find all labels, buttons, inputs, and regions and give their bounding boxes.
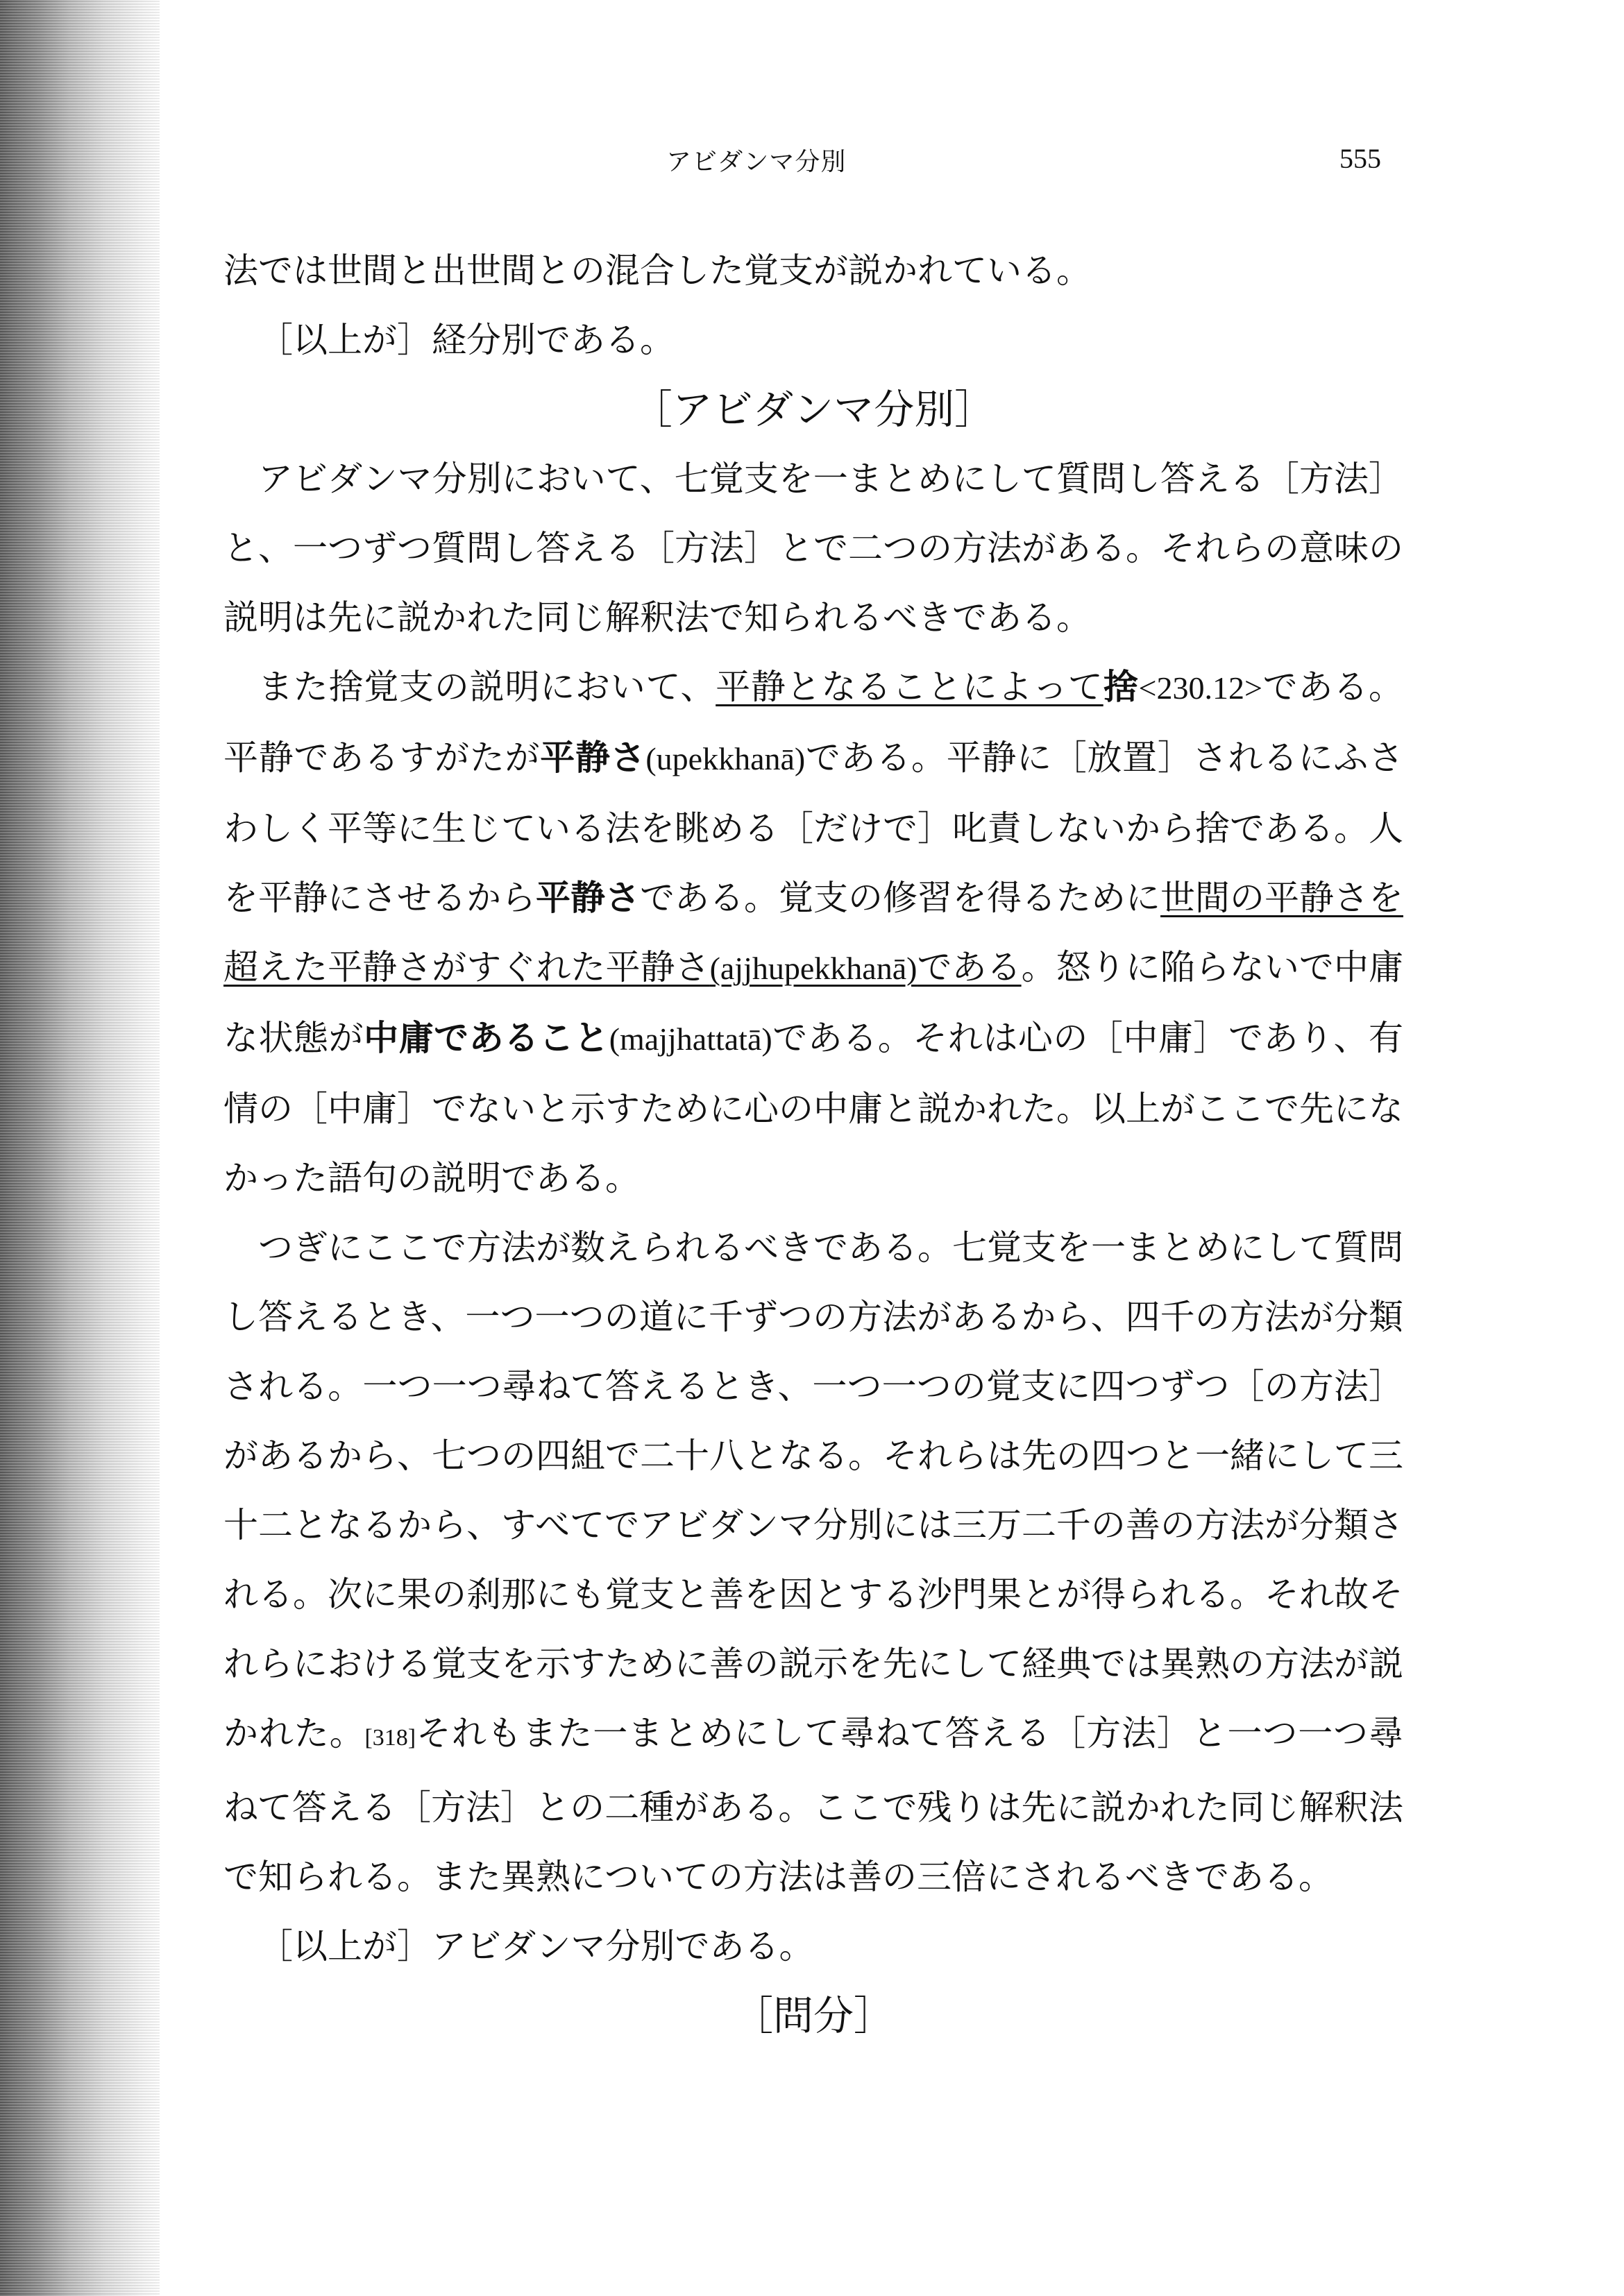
p2-pali-term: (ajjhupekkhanā) [709, 951, 917, 986]
p3-text: それもまた一まとめにして尋ねて答える［方法］と一つ一つ尋ねて答える［方法］との二種がある。ここで残りは先に説かれた同じ解釈法で知られる。また異熟についての方法は善の三倍にされるべきである。 [223, 1713, 1404, 1897]
paragraph-3 [223, 1213, 1403, 1912]
section-heading-abhidhamma: ［アビダンマ分別］ [632, 386, 995, 433]
p2-text: 。怒りに陥らないで中庸な状態が [223, 947, 1404, 1058]
p2-text: また捨覚支の説明において、 [258, 667, 716, 707]
p2-pali-term: (majjhattatā) [609, 1021, 772, 1057]
p3-text: つぎにここで方法が数えられるべきである。七覚支を一まとめにして質問し答えるとき、一つ一つの道に千ずつの方法があるから、四千の方法が分類される。一つ一つ尋ねて答えるとき、一つ一つの覚支に四つずつ［の方法］があるから、七つの四組で二十八となる。それらは先の四つと一緒にして三十二となるから、すべてでアビダンマ分別には三万二千の善の方法が分類される。次に果の刹那にも覚支と善を因とする沙門果とが得られる。それ故それらにおける覚支を示すために善の説示を先にして経典では異熟の方法が説かれた。 [223, 1227, 1403, 1753]
abhidhamma-division-end: ［以上が］アビダンマ分別である。 [258, 1926, 814, 1966]
p2-text: である。それは心の［中庸］であり、有情の［中庸］でないと示すために心の中庸と説かれた。以上がここで先になかった語句の説明である。 [223, 1018, 1404, 1198]
p2-term-chuyo: 中庸であること [364, 1018, 609, 1058]
p2-text: である。平静に［放置］されるにふさわしく平等に生じている法を眺める［だけで］叱責しないから捨である。人を平静にさせるから [223, 738, 1404, 918]
body-text [223, 236, 1403, 2050]
sutta-division-end: ［以上が］経分別である。 [258, 320, 675, 360]
p2-term-sha: 捨 [1103, 667, 1139, 707]
p2-term-heiseisa: 平静さ [536, 878, 640, 918]
section-heading-questions: ［問分］ [732, 1992, 894, 2039]
p2-term-heiseisa: 平静さ [540, 738, 646, 778]
p2-text: である。平静であるすがたが [223, 667, 1404, 778]
paragraph-2 [223, 652, 1403, 1213]
p2-underlined-phrase: 平静となることによって [716, 667, 1103, 707]
p2-underlined-phrase: 世間の平静さを超えた平静さがすぐれた平静さ [223, 878, 1403, 987]
scan-binding-shadow [0, 0, 160, 2296]
p2-pali-term: (upekkhanā) [645, 741, 806, 776]
page-number: 555 [1339, 143, 1381, 174]
paragraph-1: アビダンマ分別において、七覚支を一まとめにして質問し答える［方法］と、一つずつ質問し答える［方法］とで二つの方法がある。それらの意味の説明は先に説かれた同じ解釈法で知られるべきである。 [223, 459, 1403, 638]
p3-page-reference: [318] [364, 1725, 416, 1751]
p2-underlined-phrase: である [917, 947, 1022, 987]
continued-paragraph: 法では世間と出世間との混合した覚支が説かれている。 [223, 250, 1091, 291]
p2-text: である。覚支の修習を得るために [640, 878, 1160, 918]
running-head: アビダンマ分別 [666, 148, 847, 176]
p2-reference: <230.12> [1138, 670, 1262, 706]
